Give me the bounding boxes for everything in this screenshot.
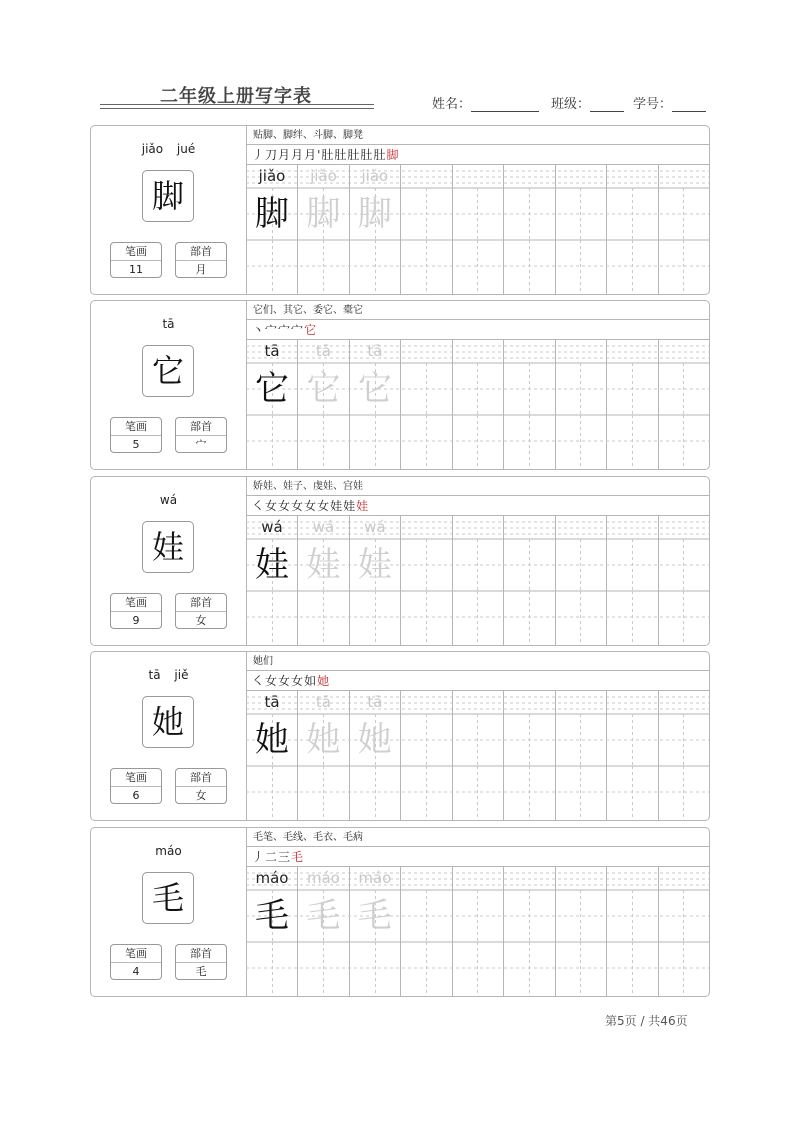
pinyin-trace[interactable]: wá [312, 518, 335, 536]
pinyin-sample: jiǎo [258, 167, 286, 185]
stroke-count-value: 6 [132, 789, 140, 802]
stroke-count-box [110, 593, 162, 629]
name-field[interactable] [432, 93, 539, 112]
example-words: 贴脚、脚绊、斗脚、脚凳 [246, 126, 709, 145]
pinyin-trace[interactable]: jiǎo [361, 167, 389, 185]
practice-panel [246, 828, 709, 996]
stroke-step: 肚 [360, 148, 374, 162]
stroke-step: 宀 [265, 323, 279, 337]
character-trace[interactable]: 毛 [357, 896, 392, 936]
radical-box [175, 593, 227, 629]
class-label: 班级： [551, 97, 591, 112]
stroke-step: 娃 [356, 499, 370, 513]
student-number-field[interactable] [633, 93, 706, 112]
character-trace[interactable]: 她 [357, 720, 392, 760]
stroke-step: 丿 [252, 148, 266, 162]
name-label: 姓名： [432, 97, 472, 112]
practice-panel [246, 652, 709, 820]
page-number: 第5页 / 共46页 [605, 1014, 688, 1028]
radical-value: 毛 [195, 965, 207, 978]
character-card [90, 651, 710, 821]
class-blank[interactable] [590, 97, 624, 112]
character-info-panel [91, 301, 247, 469]
stroke-step: 女 [291, 674, 305, 688]
stroke-step: 娃 [330, 499, 344, 513]
stroke-step: 宀 [278, 323, 292, 337]
stroke-step: 它 [304, 323, 318, 337]
character-trace[interactable]: 毛 [306, 896, 341, 936]
stroke-count-box [110, 242, 162, 278]
stroke-step: 肚 [334, 148, 348, 162]
character-card [90, 476, 710, 646]
character-display: 毛 [142, 872, 194, 924]
character-trace[interactable]: 她 [306, 720, 341, 760]
stroke-count-label: 笔画 [111, 594, 161, 612]
example-words: 娇娃、娃子、虔娃、宫娃 [246, 477, 709, 496]
practice-panel [246, 126, 709, 294]
stroke-count-label: 笔画 [111, 945, 161, 963]
character-display: 她 [142, 696, 194, 748]
pinyin-label: jiǎo jué [141, 142, 196, 156]
stroke-step: 脚 [386, 148, 400, 162]
class-field[interactable] [551, 93, 624, 112]
stroke-step: 如 [304, 674, 318, 688]
stroke-count-box [110, 944, 162, 980]
pinyin-sample: tā [264, 342, 280, 360]
radical-box [175, 417, 227, 453]
stroke-step: 二 [265, 850, 279, 864]
pinyin-label: tā [162, 317, 175, 331]
radical-label: 部首 [176, 243, 226, 261]
pinyin-sample: tā [264, 693, 280, 711]
pinyin-label: tā jiě [148, 668, 189, 682]
page-title: 二年级上册写字表 [160, 86, 312, 107]
character-sample: 毛 [255, 896, 289, 936]
character-sample: 娃 [255, 545, 289, 585]
stroke-count-box [110, 417, 162, 453]
pinyin-sample: máo [255, 869, 289, 887]
example-words: 它们、其它、委它、橐它 [246, 301, 709, 320]
stroke-step: 女 [304, 499, 318, 513]
stroke-step: 女 [317, 499, 331, 513]
character-info-panel [91, 126, 247, 294]
stroke-step: 月 [291, 148, 305, 162]
stroke-step: 三 [278, 850, 292, 864]
radical-value: 宀 [195, 438, 207, 451]
pinyin-trace[interactable]: máo [358, 869, 392, 887]
character-sample: 脚 [255, 194, 289, 234]
pinyin-sample: wá [261, 518, 283, 536]
pinyin-label: máo [155, 844, 182, 858]
radical-value: 女 [195, 614, 207, 627]
stroke-step: 女 [291, 499, 305, 513]
radical-label: 部首 [176, 594, 226, 612]
stroke-step: 肚 [373, 148, 387, 162]
character-info-panel [91, 828, 247, 996]
stroke-count-label: 笔画 [111, 243, 161, 261]
character-display: 脚 [142, 170, 194, 222]
character-trace[interactable]: 它 [357, 369, 392, 409]
stroke-step: 丶 [252, 323, 266, 337]
pinyin-trace[interactable]: tā [315, 342, 331, 360]
radical-box [175, 242, 227, 278]
stroke-step: 丿 [252, 850, 266, 864]
character-info-panel [91, 477, 247, 645]
radical-value: 月 [195, 263, 207, 276]
stroke-step: 女 [265, 674, 279, 688]
stroke-step: 女 [278, 499, 292, 513]
example-words: 毛笔、毛线、毛衣、毛病 [246, 828, 709, 847]
page-header [0, 0, 800, 120]
practice-panel [246, 301, 709, 469]
character-trace[interactable]: 脚 [306, 194, 341, 234]
stroke-count-value: 5 [132, 438, 140, 451]
pinyin-trace[interactable]: máo [306, 869, 340, 887]
character-sample: 她 [255, 720, 289, 760]
number-label: 学号： [633, 97, 673, 112]
character-card [90, 125, 710, 295]
stroke-step: 月 [278, 148, 292, 162]
radical-box [175, 768, 227, 804]
stroke-step: 肚 [321, 148, 335, 162]
character-card [90, 827, 710, 997]
stroke-step: 她 [317, 674, 331, 688]
title-underline [100, 104, 374, 105]
stroke-step: 月' [304, 148, 322, 162]
stroke-step: 娃 [343, 499, 357, 513]
stroke-step: ㇛ [252, 499, 266, 513]
stroke-step: 女 [278, 674, 292, 688]
character-trace[interactable]: 它 [306, 369, 341, 409]
pinyin-trace[interactable]: tā [367, 342, 383, 360]
character-trace[interactable]: 娃 [306, 545, 341, 585]
character-info-panel [91, 652, 247, 820]
character-card [90, 300, 710, 470]
pinyin-trace[interactable]: jiǎo [310, 167, 337, 185]
radical-label: 部首 [176, 769, 226, 787]
radical-label: 部首 [176, 945, 226, 963]
stroke-count-value: 4 [132, 965, 140, 978]
pinyin-trace[interactable]: tā [367, 693, 383, 711]
pinyin-label: wá [159, 493, 178, 507]
radical-box [175, 944, 227, 980]
stroke-step: ㇛ [252, 674, 266, 688]
character-display: 它 [142, 345, 194, 397]
title-underline-double [100, 108, 374, 109]
stroke-count-box [110, 768, 162, 804]
pinyin-trace[interactable]: wá [364, 518, 386, 536]
radical-label: 部首 [176, 418, 226, 436]
stroke-count-value: 11 [129, 263, 143, 276]
character-display: 娃 [142, 521, 194, 573]
stroke-step: 女 [265, 499, 279, 513]
name-blank[interactable] [471, 97, 539, 112]
pinyin-trace[interactable]: tā [315, 693, 331, 711]
number-blank[interactable] [672, 97, 706, 112]
practice-panel [246, 477, 709, 645]
character-trace[interactable]: 脚 [357, 194, 392, 234]
stroke-step: 宀 [291, 323, 305, 337]
radical-value: 女 [195, 789, 207, 802]
example-words: 她们 [246, 652, 709, 671]
stroke-step: 肚 [347, 148, 361, 162]
stroke-step: 刀 [265, 148, 279, 162]
character-sample: 它 [255, 369, 289, 409]
stroke-count-label: 笔画 [111, 418, 161, 436]
stroke-count-value: 9 [132, 614, 140, 627]
stroke-count-label: 笔画 [111, 769, 161, 787]
stroke-step: 毛 [291, 850, 305, 864]
character-trace[interactable]: 娃 [357, 545, 392, 585]
